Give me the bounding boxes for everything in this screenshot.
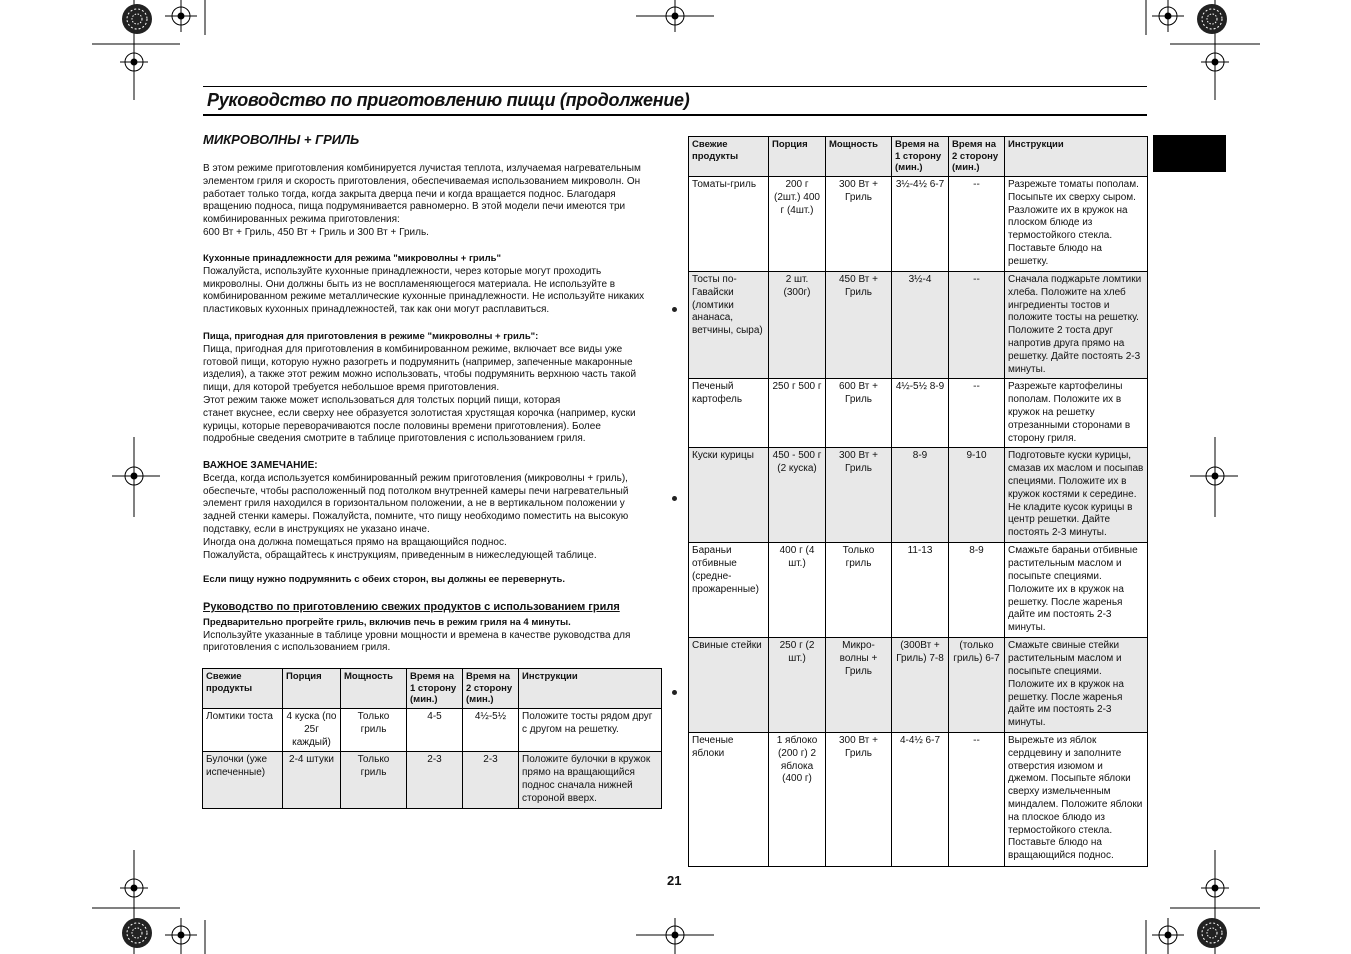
bullet-dot [672, 307, 677, 312]
suitable-food-block: Пища, пригодная для приготовления в режиме "микроволны + гриль": Пища, пригодная для приготовления в комбинированном режиме, включает все виды уже готовой пищи, которую нужно разогреть и подрумянить (например, запеченные макаронные изделия), а также этот режим можно использовать, чтобы подрумянить верхнюю часть такой пищи, для которой требуется небольшое время приготовления. Этот режим также может использоваться для толстых порций пищи, которая станет вкуснее, если сверху нее образуется золотистая хрустящая корочка (например, куски курицы, которые переворачиваются после половины времени приготовления). Более подробные сведения смотрите в таблице приготовления с использованием гриля. [203, 331, 661, 446]
preheat-note: Предварительно прогрейте гриль, включив печь в режим гриля на 4 минуты. [203, 616, 571, 628]
table-row: Тосты по-Гавайски (ломтики ананаса, ветчины, сыра) 2 шт. (300г) 450 Вт + Гриль 3½-4 -- Сначала поджарьте ломтики хлеба. Положите на хлеб ингредиенты тостов и положите тосты на решетку. Положите 2 тоста друг напротив друга прямо на решетку. Дайте постоять 2-3 минуты. [689, 272, 1148, 379]
intro-text: В этом режиме приготовления комбинируется лучистая теплота, излучаемая нагревательным элементом гриля и скорость приготовления, обеспечиваемая использованием микроволн. Он работает только тогда, когда закрыта дверца печи и когда вращается поднос. Благодаря вращению подноса, пища подрумянивается равномерно. В этой модели печи имеются три комбинированных режима приготовления: 600 Вт + Гриль, 450 Вт + Гриль и 300 Вт + Гриль. [203, 163, 641, 238]
note-block: ВАЖНОЕ ЗАМЕЧАНИЕ: Всегда, когда используется комбинированный режим приготовления (микроволны + гриль), обеспечьте, чтобы расположенный под потолком внутренней камеры печи нагревательный элемент гриля находился в горизонтальном положении, а не в вертикальном положении у задней стенки камеры. Пожалуйста, помните, что пищу необходимо поместить на высокую подставку, если в инструкциях не указано иначе. Иногда она должна помещаться прямо на вращающийся поднос. Пожалуйста, обращайтесь к инструкциям, приведенным в нижеследующей таблице. Если пищу нужно подрумянить с обеих сторон, вы должны ее перевернуть. [203, 460, 661, 587]
table-row: Булочки (уже испеченные) 2-4 штуки Только гриль 2-3 2-3 Положите булочки в кружок прямо на вращающийся поднос сначала нижней стороной вверх. [203, 752, 662, 809]
table-row: Свиные стейки 250 г (2 шт.) Микро-волны + Гриль (300Вт + Гриль) 7-8 (только гриль) 6-7 Смажьте свиные стейки растительным маслом и посыпьте специями. Положите их в кружок на решетку. После жаренья дайте им постоять 2-3 минуты. [689, 638, 1148, 733]
accessories-heading: Кухонные принадлежности для режима "микроволны + гриль" [203, 253, 501, 264]
page-number: 21 [667, 873, 682, 888]
suitable-food-heading: Пища, пригодная для приготовления в режиме "микроволны + гриль": [203, 331, 539, 342]
fresh-guide-block: Руководство по приготовлению свежих продуктов с использованием гриля Предварительно прогрейте гриль, включив печь в режим гриля на 4 минуты. Используйте указанные в таблице уровни мощности и времена в качестве руководства для приготовления с использованием гриля. [203, 601, 661, 655]
table-header-row: Свежие продукты Порция Мощность Время на 1 сторону (мин.) Время на 2 сторону (мин.) Инструкции [689, 137, 1148, 177]
table-row: Томаты-гриль 200 г (2шт.) 400 г (4шт.) 300 Вт + Гриль 3½-4½ 6-7 -- Разрежьте томаты пополам. Посыпьте их сверху сыром. Разложите их в кружок на плоском блюде из термостойкого стекла. Поставьте блюдо на решетку. [689, 177, 1148, 272]
fresh-guide-heading: Руководство по приготовлению свежих продуктов с использованием гриля [203, 601, 620, 613]
big-grill-table [688, 136, 1148, 867]
chapter-tab [1153, 135, 1226, 172]
accessories-block: Кухонные принадлежности для режима "микроволны + гриль" Пожалуйста, используйте кухонные принадлежности, через которые могут проходить микроволны. Они должны быть из не воспламеняющегося материала. Не используйте в комбинированном режиме металлические кухонные принадлежности. Не используйте никаких пластиковых кухонных принадлежностей, так как они могут расплавиться. [203, 253, 661, 317]
table-row: Ломтики тоста 4 куска (по 25г каждый) Только гриль 4-5 4½-5½ Положите тосты рядом друг с другом на решетку. [203, 709, 662, 752]
page-title: Руководство по приготовлению пищи (продолжение) [207, 90, 690, 110]
header-rule-top [203, 86, 1147, 87]
bullet-dot [672, 496, 677, 501]
note-heading: ВАЖНОЕ ЗАМЕЧАНИЕ: [203, 460, 318, 471]
header-rule-bottom [203, 114, 1147, 116]
section-title: МИКРОВОЛНЫ + ГРИЛЬ [203, 132, 360, 147]
table-row: Печеные яблоки 1 яблоко (200 г) 2 яблока (400 г) 300 Вт + Гриль 4-4½ 6-7 -- Вырежьте из яблок сердцевину и заполните отверстия изюмом и джемом. Посыпьте яблоки сверху измельченным миндалем. Положите яблоки на плоское блюдо из термостойкого стекла. Поставьте блюдо на вращающийся поднос. [689, 732, 1148, 866]
small-grill-table [202, 668, 662, 809]
table-row: Бараньи отбивные (средне-прожаренные) 400 г (4 шт.) Только гриль 11-13 8-9 Смажьте бараньи отбивные растительным маслом и посыпьте специями. Положите их в кружок на решетку. После жаренья дайте им постоять 2-3 минуты. [689, 543, 1148, 638]
flip-note: Если пищу нужно подрумянить с обеих сторон, вы должны ее перевернуть. [203, 574, 565, 586]
table-row: Куски курицы 450 - 500 г (2 куска) 300 Вт + Гриль 8-9 9-10 Подготовьте куски курицы, смазав их маслом и посыпав специями. Положите их в кружок костями к середине. Не кладите кусок курицы в центр решетки. Дайте постоять 2-3 минуты. [689, 448, 1148, 543]
table-row: Печеный картофель 250 г 500 г 600 Вт + Гриль 4½-5½ 8-9 -- Разрежьте картофелины пополам. Положите их в кружок на решетку отрезанными сторонами в сторону гриля. [689, 379, 1148, 448]
bullet-dot [672, 690, 677, 695]
table-header-row: Свежие продукты Порция Мощность Время на 1 сторону (мин.) Время на 2 сторону (мин.) Инструкции [203, 669, 662, 709]
